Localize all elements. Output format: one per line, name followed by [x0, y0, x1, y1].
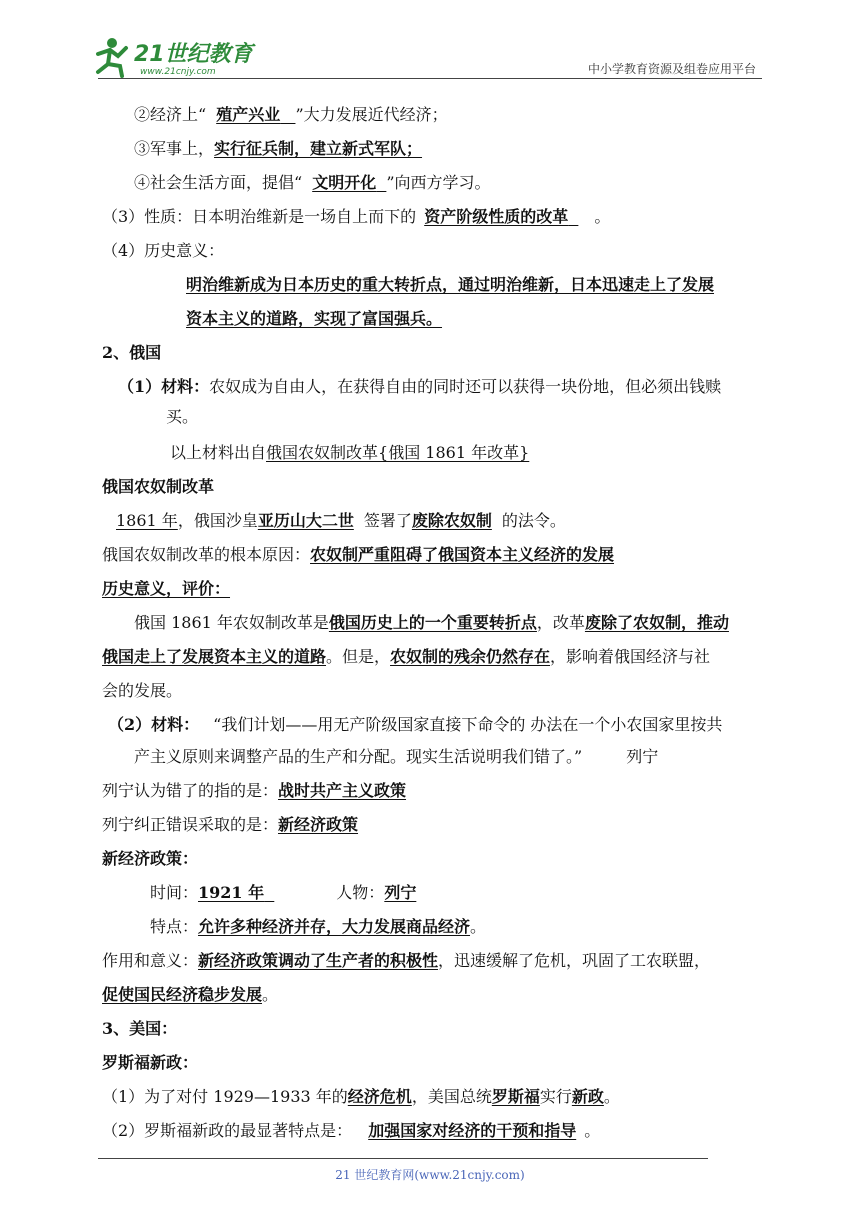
nep-effect-2: 促使国民经济稳步发展。	[102, 985, 279, 1004]
serf-reform-heading: 俄国农奴制改革	[102, 477, 215, 496]
footer-text: 21 世纪教育网(www.21cnjy.com)	[335, 1168, 525, 1182]
serf-reform-significance-1: 俄国 1861 年农奴制改革是俄国历史上的一个重要转折点，改革废除了农奴制，推动	[134, 613, 729, 632]
header-tagline: 中小学教育资源及组卷应用平台	[587, 62, 756, 76]
meiji-society-line: ④社会生活方面，提倡“ 文明开化 ”向西方学习。	[134, 173, 491, 192]
nep-feature: 特点：允许多种经济并存，大力发展商品经济。	[150, 917, 487, 936]
meiji-military-line: ③军事上，实行征兵制，建立新式军队；	[134, 139, 423, 158]
russia-source-line: 以上材料出自俄国农奴制改革{俄国 1861 年改革}	[170, 443, 530, 462]
russia-material-1-cont: 买。	[166, 407, 199, 426]
russia-material-2: （2）材料： “我们计划——用无产阶级国家直接下命令的 办法在一个小农国家里按共	[108, 715, 723, 734]
russia-material-1: （1）材料：农奴成为自由人，在获得自由的同时还可以获得一块份地，但必须出钱赎	[118, 377, 722, 396]
runner-icon	[98, 38, 126, 76]
russia-material-2-cont: 产主义原则来调整产品的生产和分配。现实生活说明我们错了。” 列宁	[134, 747, 659, 766]
lenin-mistake-line: 列宁认为错了的指的是：战时共产主义政策	[102, 781, 407, 800]
logo-url: www.21cnjy.com	[140, 67, 216, 77]
nep-time-person: 时间：1921 年 人物：列宁	[150, 883, 417, 902]
serf-reform-cause: 俄国农奴制改革的根本原因：农奴制严重阻碍了俄国资本主义经济的发展	[102, 545, 615, 564]
serf-reform-line: 1861 年，俄国沙皇亚历山大二世 签署了废除农奴制 的法令。	[116, 511, 566, 530]
meiji-nature-line: （3）性质：日本明治维新是一场自上而下的 资产阶级性质的改革 。	[102, 207, 611, 226]
meiji-economy-line: ②经济上“ 殖产兴业 ”大力发展近代经济；	[134, 105, 448, 124]
serf-reform-significance-3: 会的发展。	[102, 681, 183, 700]
new-deal-line-1: （1）为了对付 1929—1933 年的经济危机，美国总统罗斯福实行新政。	[102, 1087, 620, 1106]
site-logo	[92, 34, 262, 84]
footer-divider	[98, 1158, 708, 1159]
russia-heading: 2、俄国	[102, 343, 162, 362]
header-divider	[98, 78, 762, 79]
new-deal-line-2: （2）罗斯福新政的最显著特点是： 加强国家对经济的干预和指导 。	[102, 1121, 601, 1140]
logo-text: 21世纪教育	[134, 42, 253, 67]
serf-reform-significance-heading: 历史意义，评价：	[102, 579, 231, 598]
nep-heading: 新经济政策：	[102, 849, 199, 868]
lenin-correction-line: 列宁纠正错误采取的是：新经济政策	[102, 815, 359, 834]
new-deal-heading: 罗斯福新政：	[102, 1053, 199, 1072]
nep-effect-1: 作用和意义：新经济政策调动了生产者的积极性，迅速缓解了危机，巩固了工农联盟，	[102, 951, 711, 970]
meiji-significance-line-1: 明治维新成为日本历史的重大转折点，通过明治维新，日本迅速走上了发展	[186, 275, 715, 294]
serf-reform-significance-2: 俄国走上了发展资本主义的道路。但是，农奴制的残余仍然存在，影响着俄国经济与社	[102, 647, 711, 666]
meiji-significance-line-2: 资本主义的道路，实现了富国强兵。	[186, 309, 443, 328]
usa-heading: 3、美国：	[102, 1019, 178, 1038]
meiji-significance-heading: （4）历史意义：	[102, 241, 225, 260]
